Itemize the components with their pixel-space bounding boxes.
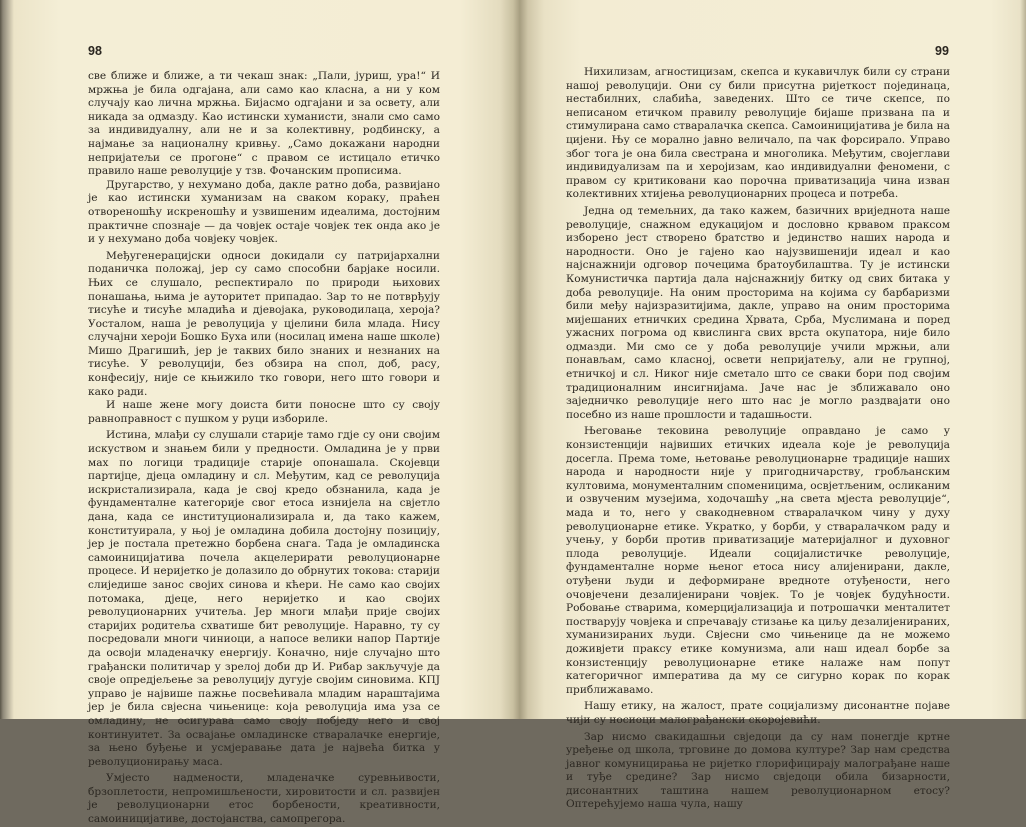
paragraph: Истина, млађи су слушали старије тамо гдје су они својим искуством и знањем били у предности. Омладина је у први мах по логици традиције старије опонашала. Скојевци партијце, дјеца омладину и сл. Међутим, кад се револуција искристализирала, када је свој кредо обзнанила, када је фундаменталне категорије свог етоса изнијела на свјетло дана, када се институционализирала и, да тако кажем, конституирала, у њој је омладина добила достојну позицију, јер је постала претежно борбена снага. Тада је омладинска самоиницијатива почела акцелерирати револуционарне процесе. И неријетко је долазило до обрнутих токова: старији слиједише занос својих синова и кћери. Не само као својих потомака, дјеце, него неријетко и као својих револуционарних учитеља. Јер многи млађи прије својих старијих родитеља схватише бит револуције. Наравно, ту су посредовали многи чиниоци, а напосе велики напор Партије да освоји младеначку енергију. Коначно, није случајно што грађански политичар у зрелој доби др И. Рибар закључује да своје опредјељење за револуцију дугује својим синовима. КПЈ управо је највише пажње посвећивала младим нараштајима јер је била свјесна чињенице: која револуција има уза се омладину, не осигурава само своју побједу него и свој континуитет. За освајање омладинске стваралачке енергије, за њено буђење и усмјеравање дата је највећа битка у револуционирању маса. (88, 429, 440, 768)
paragraph: И наше жене могу доиста бити поносне што су своју равноправност с пушком у руци избориле. (88, 399, 440, 425)
paragraph: Зар нисмо свакидашњи свједоци да су нам понегдје кртне уређење од школа, трговине до домова културе? Зар нам средства јавног комуницирања не ријетко глорифицирају малограђане наше и туђе средине? Зар нисмо свједоци обила бизарности, дисонантних таштина нашем револуционарном етосу? Оптерећујемо наша чула, нашу (566, 730, 950, 811)
right-page (520, 0, 1026, 811)
right-page-number: 99 (935, 44, 949, 58)
paragraph: Једна од темељних, да тако кажем, базичних вриједнота наше револуције, снажном едукацијом и дословно крвавом праксом изборено јест створено братство и јединство наших народа и народности. Оно је гајено као најузвишенији идеал и као најснажнији одговор почецима братоубилаштва. Ту је истински Комунистичка партија дала најснажнију битку од свих битака у доба револуције. На оним просторима на којима су барбаризми били међу најизразитијима, дакле, управо на оним просторима мијешаних етничких средина Хрвата, Срба, Муслимана и поред ужасних погрома од квислинга свих врста окупатора, није било одмазди. Ми смо се у доба револуције учили мржњи, али понављам, само класној, освети непријатељу, али не групној, етничкој и сл. Никог није сметало што се сваки бори под својим традиционалним инсигнијама. Јаче нас је зближавало оно заједничко револуције него што нас је могло раздвајати оно посебно из наше прошлости и тадашњости. (566, 204, 950, 421)
paragraph: Умјесто надмености, младеначке суревњивости, брзоплетости, непромишљености, хировитости и сл. развијен је револуционарни етос борбености, креативности, самоиницијативе, достојанства, самопрегора. (88, 772, 440, 826)
paragraph: Другарство, у нехумано доба, дакле ратно доба, развијано је као истински хуманизам на сваком кораку, праћен отвореношћу искреношћу и узвишеним идеалима, достојним практичне спознаје — да човјек остаје човјек тек онда ако је и у нехумано доба човјеку човјек. (88, 178, 440, 246)
paragraph: Његовање тековина револуције оправдано је само у конзистенцији највиших етичких идеала које је револуција досегла. Према томе, њетовање револуционарне традиције наших народа и народности није у пригодничарству, гробљанским култовима, монументалним споменицима, освјетљеним, осликаним и озвученим музејима, ходочашћу „на света мјеста револуције“, мада и то, него у свакодневном стваралачком чину у духу револуционарне етике. Укратко, у борби, у стваралачком раду и учењу, у борби против приватизације материјалног и духовног плода револуције. Идеали социјалистичке револуције, фундаменталне норме њеног етоса нису алијенирани, дакле, отуђени људи и деформиране вредноте отуђености, него очовјечени дезалијенирани човјек. То је човјек будућности. Робовање стварима, комерцијализација и потрошачки менталитет постварују човјека и спречавају стизање ка циљу дезалијенираних, хуманизираних људи. Свјесни смо чињенице да не можемо доживјети праксу етике комунизма, али наш идеал борбе за конзистенцију револуционарне етике налаже нам попут категоричног императива да му се сигурно корак по корак приближавамо. (566, 425, 950, 696)
paragraph: све ближе и ближе, а ти чекаш знак: „Пали, јуриш, ура!“ И мржња је била одгајана, али само као класна, а ни у ком случају као лична мржња. Бијасмо одгајани и за освету, али никада за одмазду. Као истински хуманисти, знали смо само за индивидуалну, али не и за колективну, родбинску, а најмање за националну кривњу. „Само докажани народни непријатељи се прогоне“ с правом се истицало етичко правило наше револуције у тзв. Фочанским прописима. (88, 70, 440, 178)
paragraph: Међугенерацијски односи докидали су патријархални поданичка положај, јер су само способни барјаке носили. Њих се слушало, респектирало по природи њихових понашања, њима је ауторитет припадао. Зар то не потврђују тисуће и тисуће младића и дјевојака, руководилаца, хероја? Уосталом, наша је револуција у цјелини била млада. Нису случајни хероји Бошко Буха или (носилац имена наше школе) Мишо Драгишић, јер је таквих било знаних и незнаних на тисуће. У револуцији, без обзира на спол, доб, расу, конфесију, није се књижило тко говори, него што говори и како ради. (88, 249, 440, 398)
left-page-number: 98 (88, 44, 102, 58)
right-page-text (566, 66, 950, 812)
left-page-text (88, 70, 440, 827)
paragraph: Нашу етику, на жалост, прате социјализму дисонантне појаве чији су носиоци малограђански скоројевићи. (566, 700, 950, 726)
paragraph: Нихилизам, агностицизам, скепса и кукавичлук били су страни нашој револуцији. Они су били присутна ријеткост појединаца, нестабилних, слабића, заведених. Што се тиче скепсе, по неписаном етичком правилу револуције бијаше призвана па и стимулирана само стваралачка скепса. Самоиницијатива је била на цијени. Њу се морално јавно величало, па чак форсирало. Управо због тога је она била свестрана и многолика. Међутим, својеглави индивидуализам па и херојизам, као индивидуални феномени, с правом су критиковани као порочна приватизација чина изван колективних хтијења револуционарних процеса и потреба. (566, 66, 951, 201)
